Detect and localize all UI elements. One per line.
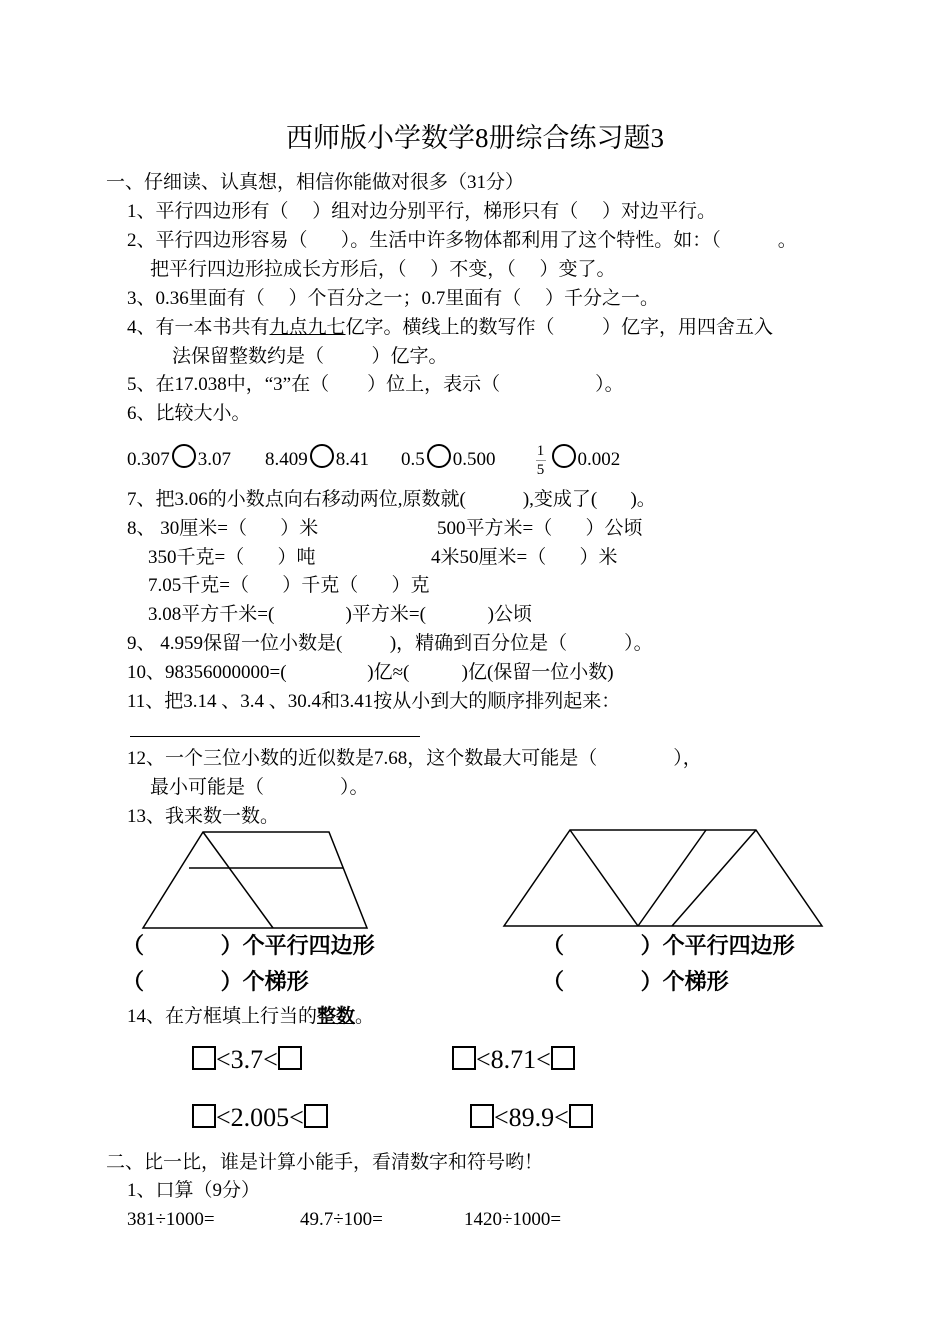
- circle-blank[interactable]: [552, 444, 576, 468]
- compare-row: [127, 442, 620, 479]
- question-3: 3、0.36里面有（ ）个百分之一；0.7里面有（ ）千分之一。: [127, 288, 660, 309]
- answer-box[interactable]: [551, 1046, 575, 1070]
- question-12-line1: 12、一个三位小数的近似数是7.68，这个数最大可能是（ ），: [127, 748, 702, 769]
- question-8f: 3.08平方千米=( )平方米=( )公顷: [148, 604, 532, 625]
- inequality-text: <3.7<: [216, 1045, 278, 1074]
- answer-box[interactable]: [192, 1104, 216, 1128]
- question-8b: 500平方米=（ ）公顷: [437, 518, 643, 539]
- compare-b1: 3.07: [197, 449, 231, 470]
- question-7: 7、把3.06的小数点向右移动两位,原数就( ),变成了( )。: [127, 489, 656, 510]
- question-8d: 4米50厘米=（ ）米: [431, 547, 618, 568]
- answer-line[interactable]: [130, 736, 420, 737]
- inequality-3: [192, 1102, 328, 1134]
- q4-prefix: 4、有一本书共有: [127, 317, 270, 338]
- answer-box[interactable]: [569, 1104, 593, 1128]
- question-2-line1: 2、平行四边形容易（ ）。生活中许多物体都利用了这个特性。如：（ 。: [127, 230, 797, 251]
- calc-1: 381÷1000=: [127, 1209, 215, 1230]
- caption-parallelogram-left: （ ）个平行四边形: [122, 934, 375, 959]
- calc-3: 1420÷1000=: [464, 1209, 562, 1230]
- q4-suffix: 亿字。横线上的数写作（ ）亿字，用四舍五入: [345, 317, 774, 338]
- section2-heading: 二、比一比，谁是计算小能手，看清数字和符号哟！: [106, 1152, 544, 1173]
- answer-box[interactable]: [278, 1046, 302, 1070]
- q14-suffix: 。: [355, 1006, 375, 1027]
- compare-b4: 0.002: [577, 449, 621, 470]
- question-5: 5、在17.038中，“3”在（ ）位上，表示（ ）。: [127, 374, 624, 395]
- question-11: 11、把3.14 、3.4 、30.4和3.41按从小到大的顺序排列起来：: [127, 691, 621, 712]
- question-1: 1、平行四边形有（ ）组对边分别平行，梯形只有（ ）对边平行。: [127, 201, 717, 222]
- fraction-denominator: 5: [536, 462, 545, 479]
- trapezoid-figure-right: [500, 826, 830, 930]
- compare-a2: 8.409: [265, 449, 308, 470]
- q14-prefix: 14、在方框填上行当的: [127, 1006, 318, 1027]
- question-8c: 350千克=（ ）吨: [148, 547, 316, 568]
- question-13: 13、我来数一数。: [127, 806, 280, 827]
- q14-emphasis: 整数: [317, 1006, 356, 1027]
- fraction: [536, 442, 546, 479]
- question-2-line2: 把平行四边形拉成长方形后，（ ）不变，（ ）变了。: [150, 259, 616, 280]
- question-4-line1: [127, 316, 773, 340]
- caption-trapezoid-right: （ ）个梯形: [542, 970, 729, 995]
- trapezoid-figure-left: [135, 828, 375, 932]
- caption-parallelogram-right: （ ）个平行四边形: [542, 934, 795, 959]
- section1-heading: 一、仔细读、认真想，相信你能做对很多（31分）: [106, 172, 525, 193]
- calc-2: 49.7÷100=: [300, 1209, 383, 1230]
- circle-blank[interactable]: [172, 444, 196, 468]
- fraction-numerator: 1: [536, 443, 545, 460]
- question-12-line2: 最小可能是（ ）。: [150, 777, 369, 798]
- inequality-text: <89.9<: [494, 1103, 569, 1132]
- question-9: 9、 4.959保留一位小数是( )，精确到百分位是（ ）。: [127, 633, 653, 654]
- inequality-1: [192, 1044, 302, 1076]
- question-8a: 8、 30厘米=（ ）米: [127, 518, 319, 539]
- compare-a1: 0.307: [127, 449, 170, 470]
- compare-b2: 8.41: [335, 449, 369, 470]
- answer-box[interactable]: [304, 1104, 328, 1128]
- inequality-2: [452, 1044, 575, 1076]
- question-14: [127, 1005, 374, 1029]
- page-title: 西师版小学数学8册综合练习题3: [286, 123, 664, 153]
- compare-a3: 0.5: [401, 449, 425, 470]
- circle-blank[interactable]: [427, 444, 451, 468]
- circle-blank[interactable]: [310, 444, 334, 468]
- compare-b3: 0.500: [452, 449, 496, 470]
- answer-box[interactable]: [452, 1046, 476, 1070]
- answer-box[interactable]: [192, 1046, 216, 1070]
- answer-box[interactable]: [470, 1104, 494, 1128]
- question-6: 6、比较大小。: [127, 403, 251, 424]
- question-8e: 7.05千克=（ ）千克（ ）克: [148, 575, 430, 596]
- inequality-text: <2.005<: [216, 1103, 304, 1132]
- question-4-line2: 法保留整数约是（ ）亿字。: [172, 346, 448, 367]
- section2-question-1: 1、口算（9分）: [127, 1180, 261, 1201]
- inequality-text: <8.71<: [476, 1045, 551, 1074]
- q4-underlined: 九点九七: [269, 317, 346, 338]
- question-10: 10、98356000000=( )亿≈( )亿(保留一位小数): [127, 662, 614, 683]
- caption-trapezoid-left: （ ）个梯形: [122, 970, 309, 995]
- inequality-4: [470, 1102, 593, 1134]
